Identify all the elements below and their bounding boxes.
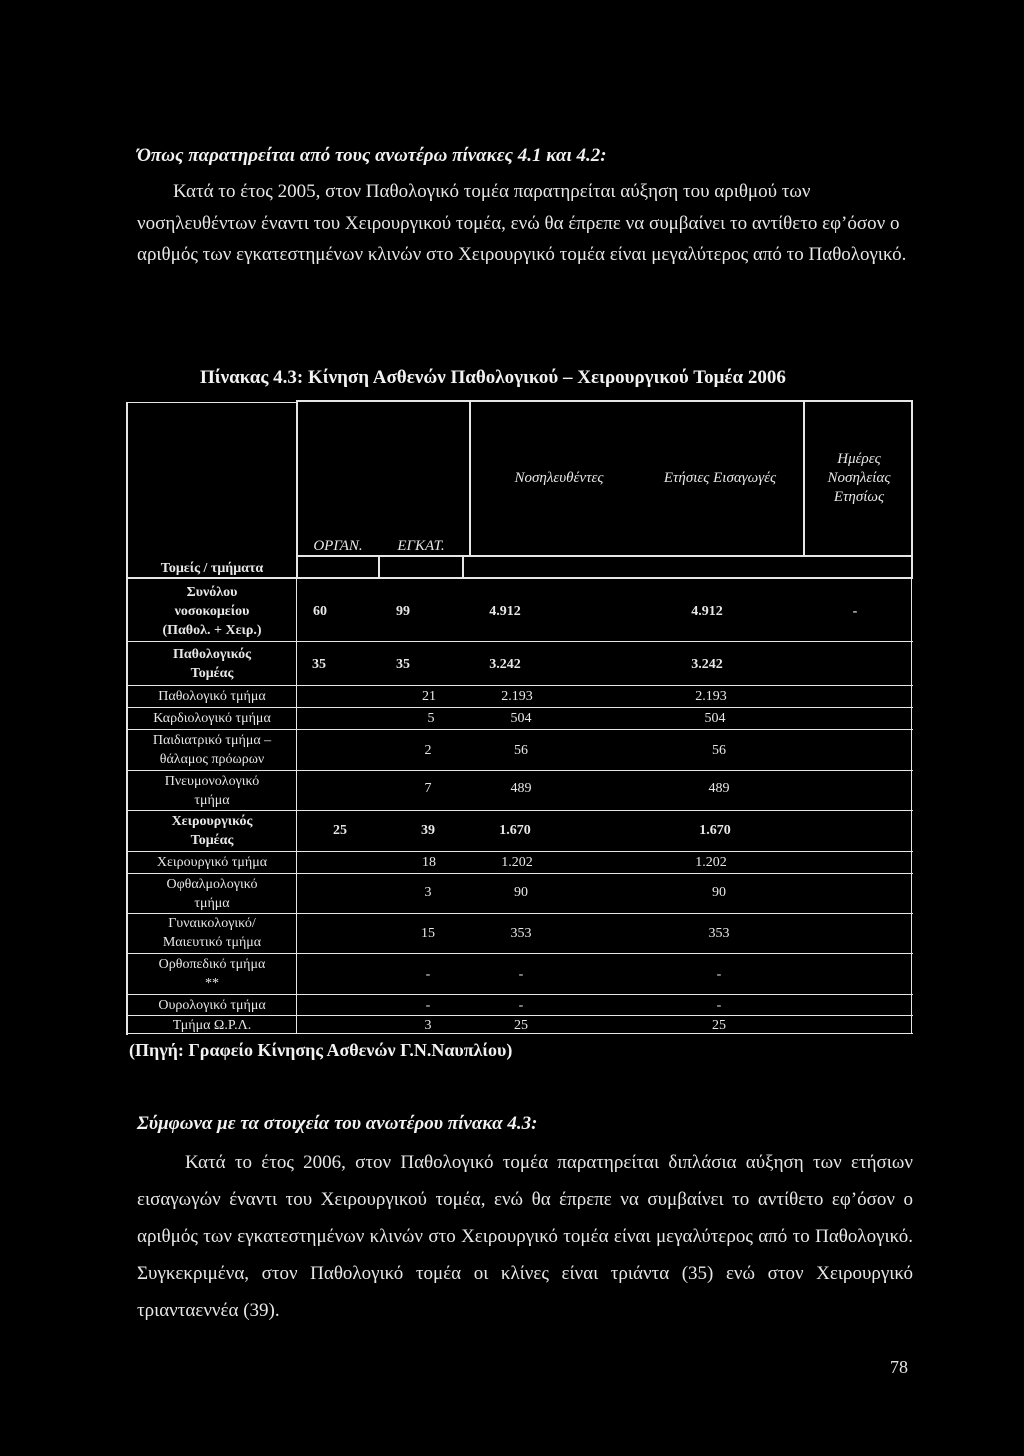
row-sep-11 xyxy=(126,994,913,995)
row-ophth-inst: 3 xyxy=(424,885,432,900)
table-title: Πίνακας 4.3: Κίνηση Ασθενών Παθολογικού – Χειρουργικού Τομέα 2006 xyxy=(200,367,786,388)
intro-paragraph-text: Κατά το έτος 2005, στον Παθολογικό τομέα παρατηρείται αύξηση του αριθμού των νοσηλευθέντων έναντι του Χειρουργικού τομέα, ενώ θα έπρεπε να συμβαίνει το αντίθετο εφ’όσον ο αριθμός των εγκατεστημένων κλινών στο Χειρουργικό τομέα είναι μεγαλύτερος από το Παθολογικό. xyxy=(137,181,907,265)
row-ortho-adm: - xyxy=(716,967,722,982)
col-line-right xyxy=(911,577,912,1033)
row-uro-inst: - xyxy=(425,998,431,1013)
row-total-hosp: 4.912 xyxy=(489,604,521,619)
row-cardio-label: Καρδιολογικό τμήμα xyxy=(153,711,271,726)
row-ophth-adm: 90 xyxy=(712,885,726,900)
header-sectors: Τομείς / τμήματα xyxy=(160,561,264,576)
row-total-inst: 99 xyxy=(396,604,410,619)
row-path-sector-inst: 35 xyxy=(396,657,410,672)
row-path-sector-label-1: Παθολογικός xyxy=(172,647,252,662)
header-org: ΟΡΓΑΝ. xyxy=(313,538,363,554)
row-surg-dept-hosp: 1.202 xyxy=(501,855,533,870)
row-pneumo-adm: 489 xyxy=(708,781,730,796)
header-annual-admissions: Ετήσιες Εισαγωγές xyxy=(663,470,777,486)
row-path-sector-adm: 3.242 xyxy=(691,657,723,672)
row-surg-dept-adm: 1.202 xyxy=(695,855,727,870)
row-pneumo-hosp: 489 xyxy=(510,781,532,796)
row-gyn-label-1: Γυναικολογικό/ xyxy=(168,916,256,931)
row-cardio-adm: 504 xyxy=(704,711,726,726)
row-cardio-hosp: 504 xyxy=(510,711,532,726)
row-uro-adm: - xyxy=(716,998,722,1013)
row-gyn-hosp: 353 xyxy=(510,926,532,941)
subheader-top xyxy=(296,555,913,557)
row-sep-9 xyxy=(126,913,913,914)
table-border-top-left xyxy=(126,402,296,403)
row-path-dept-label: Παθολογικό τμήμα xyxy=(158,689,266,704)
subheader-bottom xyxy=(126,577,913,579)
row-pediatric-adm: 56 xyxy=(712,743,726,758)
subheader-divider-2 xyxy=(462,555,464,577)
row-sep-12 xyxy=(126,1015,913,1016)
table-source: (Πηγή: Γραφείο Κίνησης Ασθενών Γ.Ν.Ναυπλίου) xyxy=(129,1040,513,1060)
row-surg-dept-label: Χειρουργικό τμήμα xyxy=(156,855,268,870)
row-total-label-3: (Παθολ. + Χειρ.) xyxy=(162,623,262,638)
row-total-adm: 4.912 xyxy=(691,604,723,619)
row-ent-inst: 3 xyxy=(424,1018,432,1033)
row-uro-label: Ουρολογικό τμήμα xyxy=(158,998,266,1013)
row-sep-5 xyxy=(126,770,913,771)
row-surg-sector-label-2: Τομέας xyxy=(190,833,234,848)
row-ent-hosp: 25 xyxy=(514,1018,528,1033)
row-ophth-label-2: τμήμα xyxy=(194,896,230,911)
row-total-label-2: νοσοκομείου xyxy=(174,604,250,619)
header-days-1: Ημέρες xyxy=(837,451,881,467)
header-inst: ΕΓΚΑΤ. xyxy=(397,538,445,554)
row-gyn-label-2: Μαιευτικό τμήμα xyxy=(162,935,262,950)
row-total-label-1: Συνόλου xyxy=(186,585,238,600)
col-line-1 xyxy=(296,577,297,1033)
subheader-divider xyxy=(378,555,380,577)
intro-paragraph xyxy=(137,176,917,271)
row-sep-8 xyxy=(126,873,913,874)
row-ent-adm: 25 xyxy=(712,1018,726,1033)
row-surg-sector-label-1: Χειρουργικός xyxy=(171,814,253,829)
row-surg-sector-org: 25 xyxy=(333,823,347,838)
conclusion-paragraph-text: Κατά το έτος 2006, στον Παθολογικό τομέα παρατηρείται διπλάσια αύξηση των ετήσιων εισαγωγών έναντι του Χειρουργικού τομέα, ενώ θα έπρεπε να συμβαίνει το αντίθετο εφ’όσον ο αριθμός των εγκατεστημένων κλινών στο Χειρουργικό τομέα είναι μεγαλύτερος από το Παθολογικό. Συγκεκριμένα, στον Παθολογικό τομέα οι κλίνες είναι τριάντα (35) ενώ στον Χειρουργικό τριανταεννέα (39). xyxy=(137,1152,913,1321)
row-uro-hosp: - xyxy=(518,998,524,1013)
conclusion-heading: Σύμφωνα με τα στοιχεία του ανωτέρου πίνακα 4.3: xyxy=(137,1113,538,1134)
row-pediatric-label-1: Παιδιατρικό τμήμα – xyxy=(152,733,272,748)
row-pneumo-label-2: τμήμα xyxy=(194,793,230,808)
row-pediatric-inst: 2 xyxy=(424,743,432,758)
row-sep-3 xyxy=(126,707,913,708)
header-hospitalized: Νοσηλευθέντες xyxy=(514,470,604,486)
row-ortho-label-2: ** xyxy=(205,976,219,991)
table-border-top xyxy=(296,400,913,402)
row-total-org: 60 xyxy=(313,604,327,619)
row-ortho-inst: - xyxy=(425,967,431,982)
row-gyn-adm: 353 xyxy=(708,926,730,941)
row-cardio-inst: 5 xyxy=(427,711,435,726)
row-ortho-label-1: Ορθοπεδικό τμήμα xyxy=(158,957,266,972)
row-path-sector-hosp: 3.242 xyxy=(489,657,521,672)
row-surg-sector-inst: 39 xyxy=(421,823,435,838)
header-days-3: Ετησίως xyxy=(833,489,885,505)
row-surg-sector-adm: 1.670 xyxy=(699,823,731,838)
row-pneumo-inst: 7 xyxy=(424,781,432,796)
row-ortho-hosp: - xyxy=(518,967,524,982)
row-pediatric-label-2: θάλαμος πρόωρων xyxy=(159,752,265,767)
row-ophth-hosp: 90 xyxy=(514,885,528,900)
row-ent-label: Τμήμα Ω.Ρ.Λ. xyxy=(172,1018,252,1033)
intro-heading: Όπως παρατηρείται από τους ανωτέρω πίνακες 4.1 και 4.2: xyxy=(137,145,607,166)
header-days-2: Νοσηλείας xyxy=(827,470,891,486)
page-number: 78 xyxy=(890,1357,908,1377)
row-path-dept-inst: 21 xyxy=(422,689,436,704)
row-path-dept-hosp: 2.193 xyxy=(501,689,533,704)
conclusion-paragraph xyxy=(137,1144,913,1329)
row-surg-dept-inst: 18 xyxy=(422,855,436,870)
row-surg-sector-hosp: 1.670 xyxy=(499,823,531,838)
row-path-sector-org: 35 xyxy=(312,657,326,672)
row-path-dept-adm: 2.193 xyxy=(695,689,727,704)
row-sep-4 xyxy=(126,729,913,730)
row-total-days: - xyxy=(852,604,858,619)
row-sep-7 xyxy=(126,851,913,852)
row-sep-1 xyxy=(126,641,913,642)
row-path-sector-label-2: Τομέας xyxy=(190,666,234,681)
row-gyn-inst: 15 xyxy=(421,926,435,941)
row-sep-10 xyxy=(126,953,913,954)
row-pneumo-label-1: Πνευμονολογικό xyxy=(164,774,260,789)
row-ophth-label-1: Οφθαλμολογικό xyxy=(166,877,258,892)
row-sep-6 xyxy=(126,810,913,811)
row-pediatric-hosp: 56 xyxy=(514,743,528,758)
row-sep-2 xyxy=(126,685,913,686)
